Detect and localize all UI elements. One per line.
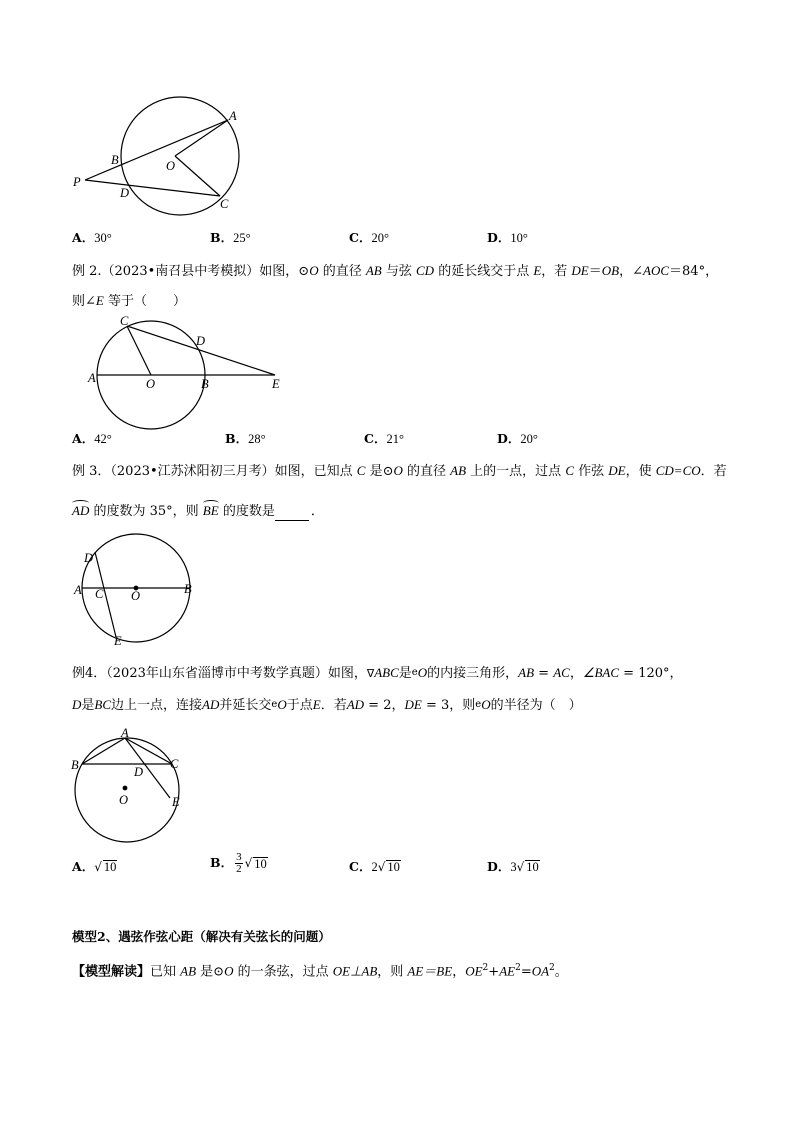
sqrt-icon: √ xyxy=(244,856,253,871)
text: 边上一点，连接 xyxy=(111,698,203,713)
option-value: 42° xyxy=(94,432,112,446)
ex4-option-d xyxy=(487,858,540,876)
q1-option-b xyxy=(210,229,251,247)
var: E xyxy=(533,263,542,278)
fig4-line-AB xyxy=(82,738,125,764)
var: AC xyxy=(553,665,570,680)
text: 是⊙ xyxy=(365,464,394,479)
fig3-label-E: E xyxy=(114,634,122,648)
text: 则∠ xyxy=(72,294,96,309)
text: 的度数为 35°，则 xyxy=(89,504,203,519)
text: 的直径 xyxy=(318,264,366,279)
text: 已知 xyxy=(150,964,181,980)
arc-symbol: AD xyxy=(72,500,89,520)
figure-4-inscribed-triangle xyxy=(68,726,198,844)
option-letter: C． xyxy=(364,431,387,446)
text: 的内接三角形， xyxy=(427,666,519,681)
option-value: 28° xyxy=(248,432,266,446)
option-letter: D． xyxy=(497,431,521,446)
superscript: 2 xyxy=(482,963,489,973)
text: ，∠ xyxy=(619,264,644,279)
option-letter: D． xyxy=(487,230,511,245)
fig2-label-O: O xyxy=(146,377,156,391)
fig4-label-O: O xyxy=(119,793,129,807)
fig1-line-OA xyxy=(175,120,228,156)
fig3-label-B: B xyxy=(184,582,192,596)
text: 的一条弦，过点 xyxy=(233,964,333,980)
var: OA xyxy=(531,963,550,979)
text: 等于（ ） xyxy=(103,294,186,309)
var: DE xyxy=(404,697,422,712)
text: ，使 xyxy=(625,464,656,479)
q1-option-c xyxy=(349,229,389,247)
text: 上的一点，过点 xyxy=(466,464,566,479)
text: ＝ xyxy=(588,264,602,279)
model-2-title: 模型2、遇弦作弦心距（解决有关弦长的问题） xyxy=(72,929,331,944)
q1-option-d xyxy=(487,229,528,247)
fig1-line-OC xyxy=(175,156,220,196)
var: OE⊥AB xyxy=(332,963,378,979)
radicand: 10 xyxy=(526,860,539,874)
fraction-denominator: 2 xyxy=(236,863,242,875)
coefficient: 3 xyxy=(510,860,517,874)
option-value: 25° xyxy=(233,231,251,245)
var: O xyxy=(309,263,319,278)
var: C xyxy=(565,463,574,478)
var: AB xyxy=(180,963,197,979)
text: ，则 xyxy=(377,964,408,980)
var: DE xyxy=(571,263,589,278)
example-3-line-2 xyxy=(72,500,324,521)
var: AOC xyxy=(643,263,670,278)
text: 的延长线交于点 xyxy=(434,264,534,279)
ex2-option-c xyxy=(364,430,404,448)
var: O xyxy=(224,963,234,979)
fig1-line-PA xyxy=(85,120,228,180)
option-letter: A． xyxy=(72,859,95,874)
option-value: 10° xyxy=(510,231,528,245)
fig2-label-A: A xyxy=(88,371,96,385)
arc-symbol: BE xyxy=(203,500,219,520)
text: 例 2.（2023•南召县中考模拟）如图，⊙ xyxy=(72,264,310,279)
text: = 2， xyxy=(364,698,405,713)
text: 于点 xyxy=(286,698,313,713)
option-value: 20° xyxy=(520,432,538,446)
option-value: 30° xyxy=(94,231,112,245)
model-label: 【模型解读】 xyxy=(72,964,151,980)
var: AD xyxy=(346,697,365,712)
sqrt-icon: √ xyxy=(377,860,386,874)
fig3-label-A: A xyxy=(74,583,82,597)
var: E xyxy=(312,697,321,712)
option-value: 20° xyxy=(371,231,389,245)
example-3-line-1 xyxy=(72,462,727,481)
var: AE xyxy=(499,963,516,979)
fig3-label-O: O xyxy=(131,589,141,603)
text: = xyxy=(520,964,532,980)
example-4-line-1 xyxy=(72,664,683,683)
text: = xyxy=(534,666,554,681)
circle-symbol: e xyxy=(271,699,278,710)
var: BC xyxy=(94,697,112,712)
figure-3-circle-chord xyxy=(70,530,210,650)
var: DE xyxy=(608,463,626,478)
var: C xyxy=(356,463,366,478)
option-letter: C． xyxy=(349,859,372,874)
superscript: 2 xyxy=(515,963,521,973)
option-letter: B． xyxy=(210,230,234,245)
fig4-line-AE xyxy=(125,738,170,798)
var: O xyxy=(417,665,428,680)
circle-symbol: e xyxy=(411,667,418,678)
fig2-label-E: E xyxy=(272,377,280,391)
var: OE xyxy=(465,963,483,979)
sqrt-icon: √ xyxy=(516,860,525,874)
circle-symbol: e xyxy=(475,699,482,710)
sqrt-icon: √ xyxy=(94,860,102,874)
fraction-numerator: 3 xyxy=(236,851,242,863)
ex2-option-b xyxy=(225,430,266,448)
fig3-label-D: D xyxy=(84,551,94,565)
ex2-option-a xyxy=(72,430,112,448)
example-4-line-2 xyxy=(72,696,582,715)
var: D xyxy=(72,697,82,712)
fig4-label-B: B xyxy=(71,758,79,772)
q1-option-a xyxy=(72,229,112,247)
text: ．若 xyxy=(320,698,347,713)
text: = 120°， xyxy=(619,666,683,681)
ex2-option-d xyxy=(497,430,538,448)
fig1-label-P: P xyxy=(73,175,81,189)
text: ＝84°， xyxy=(669,264,719,279)
text: ．若 xyxy=(700,464,727,479)
text: 作弦 xyxy=(573,464,609,479)
var: CD xyxy=(416,263,435,278)
fig4-label-A: A xyxy=(121,726,129,740)
var: O xyxy=(481,697,491,712)
text: 是⊙ xyxy=(196,964,225,980)
model-2-explanation xyxy=(72,959,568,981)
text: 是 xyxy=(81,698,95,713)
fig4-center-dot xyxy=(123,786,127,790)
fig1-label-D: D xyxy=(120,186,130,200)
var: E xyxy=(95,293,104,308)
example-2-line-2 xyxy=(72,292,186,311)
ex4-option-b xyxy=(210,852,268,875)
text: = 3，则 xyxy=(421,698,476,713)
coefficient: 2 xyxy=(371,860,378,874)
var: AD xyxy=(202,697,220,712)
figure-2-circle-diameter-extension xyxy=(85,310,295,420)
fig3-label-C: C xyxy=(95,587,104,601)
option-value: 21° xyxy=(386,432,404,446)
fig4-label-D: D xyxy=(134,765,144,779)
text: ，若 xyxy=(541,264,572,279)
fig2-label-C: C xyxy=(120,314,129,328)
text: 例4．（2023年山东省淄博市中考数学真题）如图， xyxy=(72,666,367,681)
text: 例 3．（2023•江苏沭阳初三月考）如图，已知点 xyxy=(72,464,357,479)
example-2-line-1 xyxy=(72,262,718,281)
fig1-label-O: O xyxy=(166,159,176,173)
var: ABC xyxy=(374,665,399,680)
fig1-label-C: C xyxy=(220,197,229,211)
text: 的直径 xyxy=(402,464,451,479)
option-letter: A． xyxy=(72,230,95,245)
var: O xyxy=(393,463,403,478)
fig4-label-E: E xyxy=(172,795,180,809)
fig2-label-B: B xyxy=(201,377,209,391)
text: 并延长交 xyxy=(219,698,272,713)
fig2-label-D: D xyxy=(196,334,206,348)
var: ∠BAC xyxy=(582,665,620,680)
ex4-option-a xyxy=(72,858,117,876)
option-letter: D． xyxy=(487,859,511,874)
var: CD=CO xyxy=(655,463,701,478)
ex4-option-c xyxy=(349,858,401,876)
figure-1-circle-secant xyxy=(60,88,260,228)
text: 的度数是 xyxy=(218,504,275,519)
fig1-label-A: A xyxy=(229,109,237,123)
var: AB xyxy=(518,665,535,680)
radicand: 10 xyxy=(387,860,400,874)
text: 与弦 xyxy=(381,264,416,279)
text: 的半径为（ ） xyxy=(490,698,582,713)
text: 是 xyxy=(398,666,412,681)
fraction xyxy=(235,852,243,875)
option-letter: A． xyxy=(72,431,95,446)
text: ， xyxy=(452,964,466,980)
var: O xyxy=(277,697,287,712)
superscript: 2 xyxy=(549,963,555,973)
radicand: 10 xyxy=(254,856,267,871)
option-letter: B． xyxy=(225,431,249,446)
fig1-label-B: B xyxy=(111,153,119,167)
var: AB xyxy=(450,463,467,478)
text: + xyxy=(488,964,500,980)
option-letter: C． xyxy=(349,230,372,245)
text: 。 xyxy=(554,964,568,980)
text: ． xyxy=(310,504,324,519)
fig1-line-PC xyxy=(85,180,220,196)
radicand: 10 xyxy=(103,860,117,874)
option-letter: B． xyxy=(210,854,234,870)
answer-blank[interactable] xyxy=(275,507,309,521)
var: AB xyxy=(365,263,382,278)
var: AE＝BE xyxy=(407,963,453,979)
text: ， xyxy=(569,666,583,681)
fig4-label-C: C xyxy=(170,757,179,771)
triangle-symbol: ∇ xyxy=(366,667,375,680)
fig4-line-AC xyxy=(125,738,172,764)
var: OB xyxy=(601,263,620,278)
